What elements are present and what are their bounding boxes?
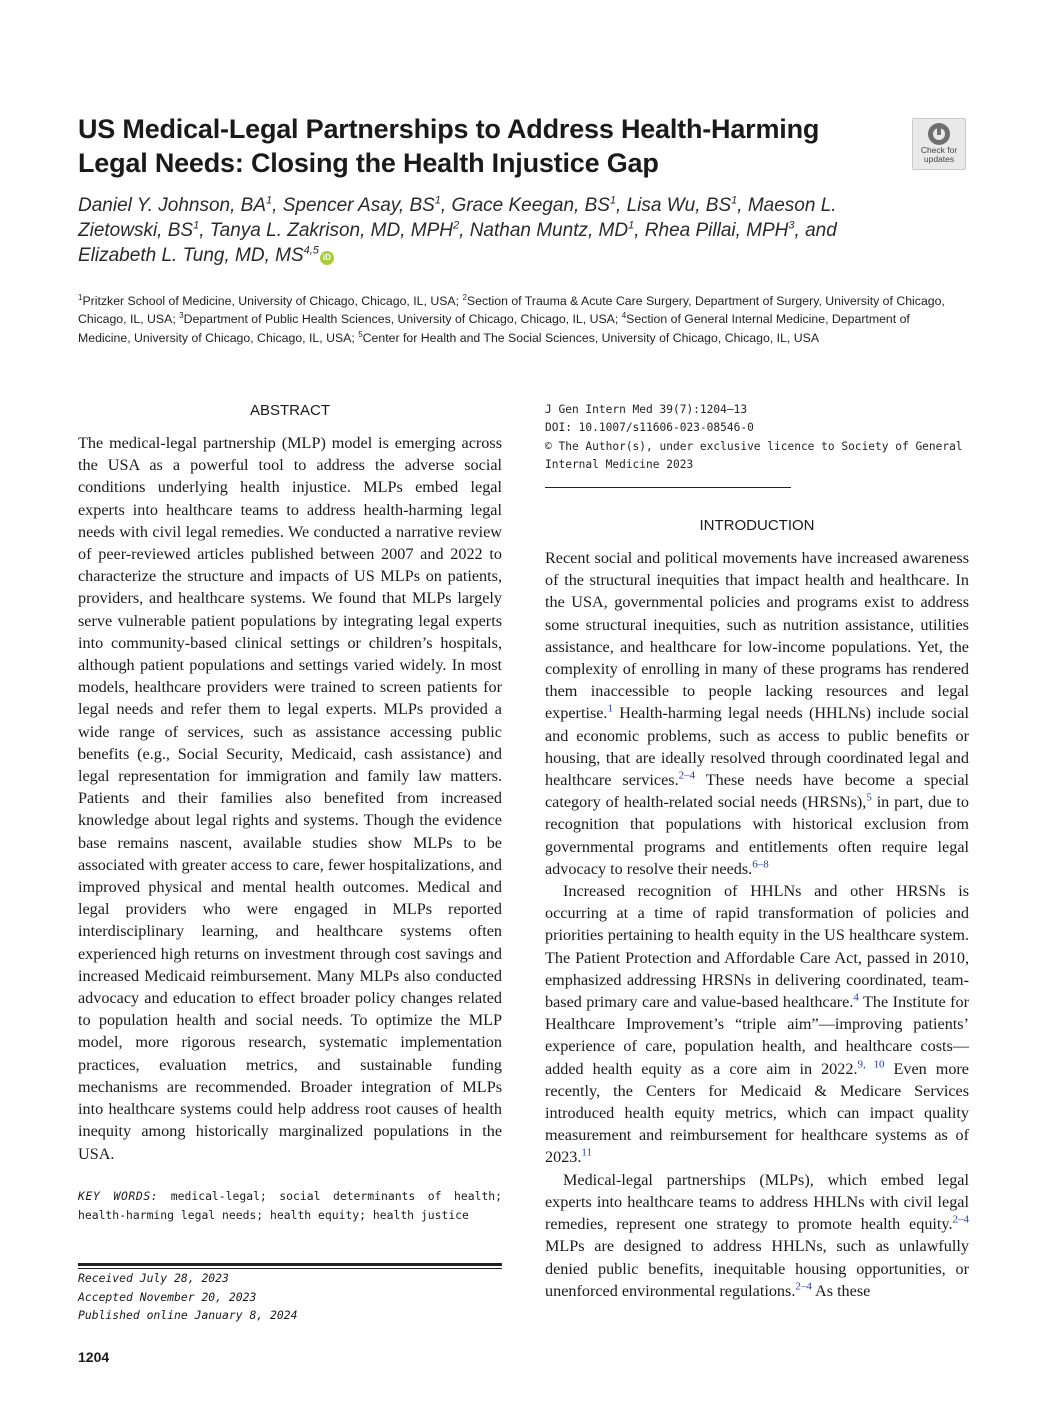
keywords bbox=[78, 1187, 502, 1224]
introduction-body bbox=[545, 547, 969, 1302]
text-run: As these bbox=[811, 1281, 871, 1300]
citation-link[interactable]: 6–8 bbox=[752, 858, 769, 871]
doi-link[interactable]: DOI: 10.1007/s11606-023-08546-0 bbox=[545, 421, 754, 435]
author-name: Lisa Wu, BS bbox=[626, 195, 732, 216]
article-dates bbox=[78, 1269, 502, 1325]
citation-link[interactable]: 4 bbox=[853, 991, 859, 1004]
page-number: 1204 bbox=[78, 1349, 110, 1365]
author-affiliation-sup: 3 bbox=[788, 219, 795, 232]
accepted-date: Accepted November 20, 2023 bbox=[78, 1289, 257, 1304]
author-affiliation-sup: 1 bbox=[731, 194, 738, 207]
check-for-updates-label-line2: updates bbox=[923, 154, 955, 164]
text-run: MLPs are designed to address HHLNs, such as unlawfully denied public benefits, inequitable housing opportunities, or unenforced environmental regulations. bbox=[545, 1237, 969, 1300]
journal-citation: J Gen Intern Med 39(7):1204–13 bbox=[545, 403, 748, 416]
author-list: Daniel Y. Johnson, $BA^1$, Spencer Asay, $BS^1$, Grace Keegan, $BS^1$, Lisa Wu, $BS^1$, Maeson L. Zietowski, $BS^1$, Tanya L. Zakrison, MD, MPH$^2$, Nathan Muntz, $MD^1$, Rhea Pillai, MPH$^3$, and Elizabeth L. Tung, MD, MS$^{4,5}$iD bbox=[78, 194, 837, 266]
affiliation-number: 1 bbox=[78, 292, 83, 302]
paragraph bbox=[545, 547, 969, 880]
keywords-label: KEY WORDS: bbox=[78, 1189, 159, 1203]
author-name: Tanya L. Zakrison, MD, MPH bbox=[209, 220, 453, 241]
paragraph bbox=[545, 1169, 969, 1302]
affiliation-number: 4 bbox=[621, 311, 627, 321]
author-name: Rhea Pillai, MPH bbox=[644, 220, 789, 241]
copyright-notice: © The Author(s), under exclusive licence to Society of General Internal Medicine 2023 bbox=[545, 439, 963, 471]
citation-link[interactable]: 2–4 bbox=[952, 1213, 969, 1226]
affiliation-text: Section of General Internal Medicine, Department of Medicine, University of Chicago, Chicago, IL, USA; bbox=[78, 312, 910, 345]
citation-link[interactable]: 5 bbox=[866, 791, 872, 804]
affiliation-number: 2 bbox=[462, 292, 467, 302]
text-run: Medical-legal partnerships (MLPs), which embed legal experts into healthcare teams to address HHLNs with civil legal remedies, represent one strategy to promote health equity. bbox=[545, 1170, 969, 1234]
keywords-text: medical-legal; social determinants of health; health-harming legal needs; health equity; health justice bbox=[78, 1189, 503, 1222]
text-run: The Institute for Healthcare Improvement’s “triple aim”—improving patients’ experience of care, population health, and healthcare costs—added health equity as a core aim in 2022. bbox=[545, 993, 969, 1078]
text-run: Increased recognition of HHLNs and other HRSNs is occurring at a time of rapid transformation of policies and priorities pertaining to health equity in the US healthcare system. The Patient Protection and Affordable Care Act, passed in 2010, emphasized addressing HRSNs in delivering coordinated, team-based primary care and value-based healthcare. bbox=[545, 882, 969, 1012]
check-for-updates-badge[interactable] bbox=[912, 118, 966, 170]
author-affiliation-sup: 1 bbox=[628, 219, 635, 232]
text-run: Recent social and political movements have increased awareness of the structural inequities that impact health and healthcare. In the USA, governmental policies and programs exist to address some structural inequities, such as nutrition assistance, utilities assistance, and healthcare for low-income populations. Yet, the complexity of enrolling in many of these programs has rendered them inaccessible to people lacking resources and legal expertise. bbox=[545, 549, 969, 723]
divider bbox=[545, 487, 791, 488]
divider bbox=[78, 1263, 502, 1266]
article-title: US Medical-Legal Partnerships to Address Health-Harming Legal Needs: Closing the Health Injustice Gap bbox=[78, 114, 820, 178]
author-name: Spencer Asay, BS bbox=[282, 195, 435, 216]
abstract-heading: ABSTRACT bbox=[249, 402, 330, 419]
text-run: These needs have become a special category of health-related social needs (HRSNs), bbox=[545, 771, 969, 812]
orcid-icon[interactable]: iD bbox=[320, 251, 334, 265]
abstract-text: The medical-legal partnership (MLP) model is emerging across the USA as a powerful tool to address the adverse social conditions underlying health injustice. MLPs embed legal experts into healthcare teams to address health-harming legal needs with civil legal remedies. We conducted a narrative review of peer-reviewed articles published between 2007 and 2022 to characterize the structure and impacts of US MLPs on patients, providers, and healthcare systems. We found that MLPs largely serve vulnerable patient populations by integrating legal experts into community-based clinical settings or children’s hospitals, although patient populations and settings varied widely. In most models, healthcare providers were trained to screen patients for legal needs and refer them to legal experts. MLPs provided a wide range of services, such as assistance accessing public benefits (e.g., Social Security, Medicaid, cash assistance) and legal representation for immigration and family law matters. Patients and their families also benefited from increased knowledge about legal rights and systems. Though the evidence base remains nascent, available studies show MLPs to be associated with greater access to care, fewer hospitalizations, and improved physical and mental health outcomes. Medical and legal providers who were engaged in MLPs reported interdisciplinary learning, and healthcare systems often experienced high returns on investment through cost savings and increased Medicaid reimbursement. Many MLPs also conducted advocacy and education to effect broader policy changes related to population health and social needs. To optimize the MLP model, more rigorous research, systematic implementation practices, evaluation metrics, and sustainable funding mechanisms are recommended. Broader integration of MLPs into healthcare systems could help address root causes of health inequity among historically marginalized populations in the USA. bbox=[78, 434, 502, 1163]
check-for-updates-label-line1: Check for bbox=[920, 145, 958, 155]
citation-link[interactable]: 1 bbox=[607, 703, 613, 716]
author-affiliation-sup: 2 bbox=[453, 219, 460, 232]
affiliation-number: 3 bbox=[179, 311, 184, 321]
author-name: Elizabeth L. Tung, MD, MS bbox=[78, 245, 304, 266]
crossmark-icon bbox=[928, 123, 950, 145]
affiliation-text: Department of Public Health Sciences, University of Chicago, Chicago, IL, USA; bbox=[183, 312, 622, 327]
author-name: Daniel Y. Johnson, BA bbox=[78, 195, 267, 216]
introduction-heading: INTRODUCTION bbox=[699, 517, 815, 534]
affiliation-text: Section of Trauma & Acute Care Surgery, Department of Surgery, University of Chicago, Chicago, IL, USA; bbox=[78, 294, 945, 327]
citation-link[interactable]: 2–4 bbox=[795, 1280, 812, 1293]
affiliation-number: 5 bbox=[358, 329, 363, 339]
citation-link[interactable]: 9, 10 bbox=[857, 1058, 885, 1071]
author-affiliation-sup: 1 bbox=[193, 219, 200, 232]
published-date: Published online January 8, 2024 bbox=[78, 1308, 298, 1322]
author-affiliation-sup: 1 bbox=[609, 194, 617, 207]
author-name: Grace Keegan, BS bbox=[451, 195, 610, 216]
author-name: Maeson L. Zietowski, BS bbox=[78, 195, 837, 241]
affiliation-text: Center for Health and The Social Sciences, University of Chicago, Chicago, IL, USA bbox=[362, 330, 820, 345]
text-run: in part, due to recognition that populations with historical exclusion from governmental programs and entitlements often require legal advocacy to resolve their needs. bbox=[545, 793, 969, 878]
author-name: Nathan Muntz, MD bbox=[469, 220, 629, 241]
author-affiliation-sup: 1 bbox=[266, 194, 273, 207]
affiliations bbox=[78, 292, 958, 347]
text-run: Health-harming legal needs (HHLNs) include social and economic problems, such as access to public benefits or housing, that are ideally resolved through coordinated legal and healthcare services. bbox=[545, 704, 969, 790]
citation-link[interactable]: 2–4 bbox=[678, 769, 696, 782]
received-date: Received July 28, 2023 bbox=[78, 1271, 229, 1285]
journal-info bbox=[545, 401, 975, 474]
author-affiliation-sup: 4,5 bbox=[303, 244, 319, 257]
affiliation-text: Pritzker School of Medicine, University of Chicago, Chicago, IL, USA; bbox=[82, 294, 463, 308]
citation-link[interactable]: 11 bbox=[581, 1147, 593, 1160]
paragraph bbox=[545, 880, 969, 1169]
author-affiliation-sup: 1 bbox=[434, 194, 441, 207]
text-run: Even more recently, the Centers for Medicaid & Medicare Services introduced health equity metrics, which can impact quality measurement and reimbursement for healthcare systems as of 2023. bbox=[545, 1059, 969, 1167]
